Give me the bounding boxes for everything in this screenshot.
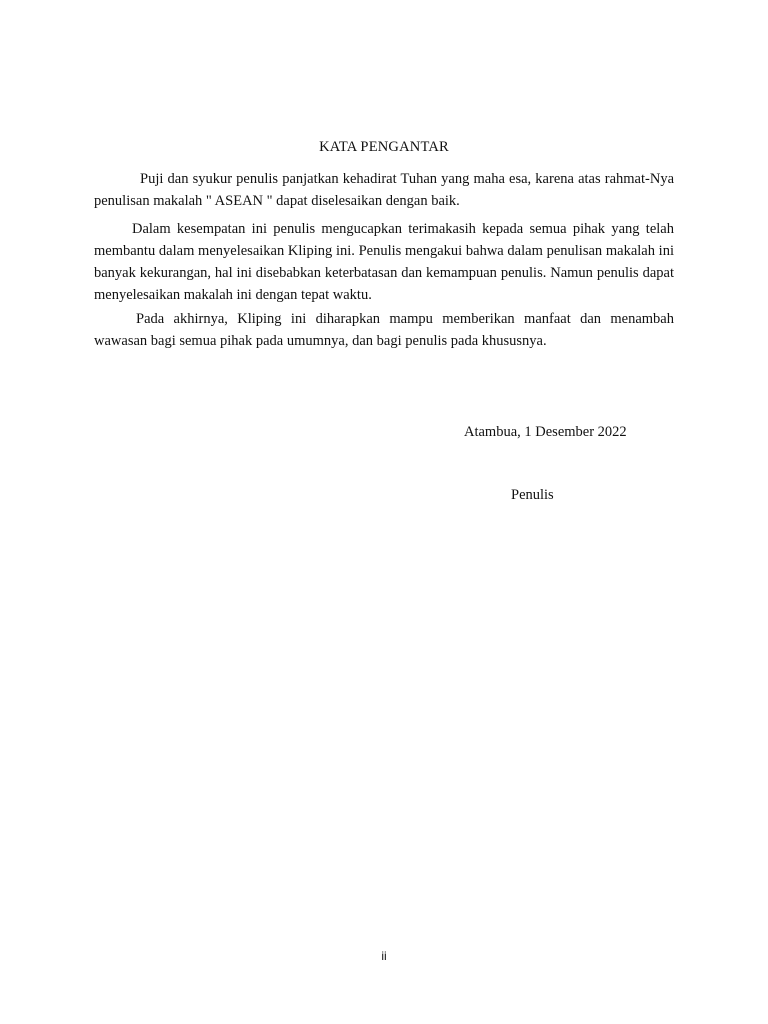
place-and-date: Atambua, 1 Desember 2022 (464, 424, 627, 440)
signer-label: Penulis (511, 487, 554, 503)
paragraph-closing: Pada akhirnya, Kliping ini diharapkan mampu memberikan manfaat dan menambah wawasan bagi semua pihak pada umumnya, dan bagi penulis pada khususnya. (94, 311, 674, 349)
paragraph-acknowledgement: Dalam kesempatan ini penulis mengucapkan terimakasih kepada semua pihak yang telah membantu dalam menyelesaikan Kliping ini. Penulis mengakui bahwa dalam penulisan makalah ini banyak kekurangan, hal ini disebabkan keterbatasan dan kemampuan penulis. Namun penulis dapat menyelesaikan makalah ini dengan tepat waktu. (94, 221, 674, 303)
page-number: ii (381, 949, 387, 963)
page-title: KATA PENGANTAR (319, 139, 449, 155)
paragraph-gratitude: Puji dan syukur penulis panjatkan kehadirat Tuhan yang maha esa, karena atas rahmat-Nya penulisan makalah " ASEAN " dapat diselesaikan dengan baik. (94, 171, 674, 209)
